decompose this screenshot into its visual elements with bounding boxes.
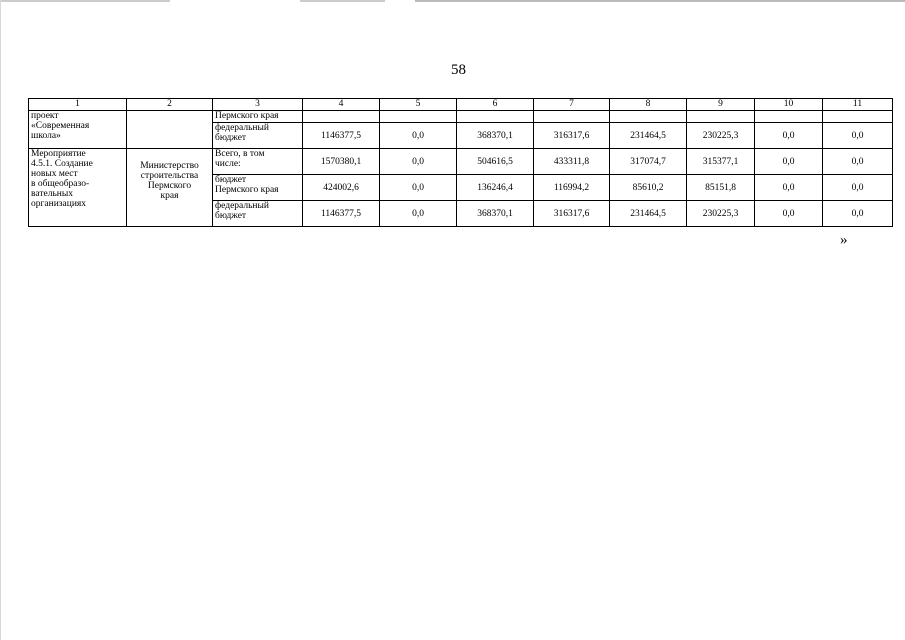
executor-line: строительства	[140, 171, 199, 181]
project-name-line: школа»	[31, 131, 61, 141]
source-cell: Пермского края	[213, 111, 303, 123]
source-line: федеральный	[215, 201, 269, 211]
value-cell	[755, 111, 823, 123]
value-cell: 85151,8	[687, 175, 755, 201]
value-cell	[534, 111, 610, 123]
value-cell: 0,0	[380, 123, 457, 149]
value-cell: 1570380,1	[303, 149, 380, 175]
value-cell: 231464,5	[610, 201, 687, 227]
value-cell: 230225,3	[687, 123, 755, 149]
value-cell: 231464,5	[610, 123, 687, 149]
value-cell: 0,0	[380, 149, 457, 175]
project-name-line: «Современная	[31, 121, 90, 131]
table-row	[29, 111, 893, 123]
header-cell: 2	[127, 99, 213, 111]
table-row	[29, 149, 893, 175]
measure-name-line: вательных	[31, 189, 73, 199]
value-cell	[610, 111, 687, 123]
value-cell: 0,0	[823, 123, 893, 149]
value-cell: 0,0	[380, 175, 457, 201]
executor-line: края	[160, 191, 179, 201]
value-cell: 0,0	[823, 201, 893, 227]
value-cell: 368370,1	[457, 201, 534, 227]
value-cell: 504616,5	[457, 149, 534, 175]
value-cell: 85610,2	[610, 175, 687, 201]
table-header-row	[29, 99, 893, 111]
header-cell: 3	[213, 99, 303, 111]
scan-edge-top	[0, 0, 905, 2]
header-cell: 7	[534, 99, 610, 111]
header-cell: 5	[380, 99, 457, 111]
value-cell: 0,0	[755, 175, 823, 201]
value-cell	[687, 111, 755, 123]
value-cell	[380, 111, 457, 123]
project-name-cell	[29, 111, 127, 149]
budget-table	[28, 98, 893, 227]
value-cell	[303, 111, 380, 123]
value-cell	[457, 111, 534, 123]
closing-quote: »	[840, 232, 848, 248]
value-cell: 315377,1	[687, 149, 755, 175]
project-name-line: проект	[31, 111, 59, 121]
value-cell: 116994,2	[534, 175, 610, 201]
value-cell: 1146377,5	[303, 201, 380, 227]
measure-name-line: Мероприятие	[31, 149, 86, 159]
value-cell: 424002,6	[303, 175, 380, 201]
value-cell: 0,0	[755, 149, 823, 175]
value-cell: 433311,8	[534, 149, 610, 175]
value-cell: 0,0	[823, 149, 893, 175]
header-cell: 9	[687, 99, 755, 111]
value-cell: 316317,6	[534, 201, 610, 227]
value-cell: 136246,4	[457, 175, 534, 201]
scan-edge-left	[0, 0, 1, 640]
source-line: бюджет	[215, 133, 247, 143]
source-cell	[213, 201, 303, 227]
measure-name-line: в общеобразо-	[31, 179, 90, 189]
measure-name-line: организациях	[31, 199, 87, 209]
value-cell: 230225,3	[687, 201, 755, 227]
executor-line: Министерство	[140, 161, 199, 171]
measure-name-line: новых мест	[31, 169, 78, 179]
measure-name-cell	[29, 149, 127, 227]
value-cell: 0,0	[823, 175, 893, 201]
source-line: бюджет	[215, 211, 247, 221]
source-line: федеральный	[215, 123, 269, 133]
source-line: числе:	[215, 159, 241, 169]
page-number: 58	[451, 62, 466, 78]
source-cell	[213, 175, 303, 201]
header-cell: 10	[755, 99, 823, 111]
source-cell	[213, 123, 303, 149]
header-cell: 8	[610, 99, 687, 111]
value-cell: 1146377,5	[303, 123, 380, 149]
header-cell: 11	[823, 99, 893, 111]
source-line: Пермского края	[215, 185, 279, 195]
value-cell: 0,0	[755, 123, 823, 149]
value-cell: 0,0	[755, 201, 823, 227]
header-cell: 4	[303, 99, 380, 111]
executor-cell	[127, 111, 213, 149]
header-cell: 6	[457, 99, 534, 111]
measure-name-line: 4.5.1. Создание	[31, 159, 93, 169]
value-cell: 316317,6	[534, 123, 610, 149]
value-cell: 368370,1	[457, 123, 534, 149]
value-cell: 317074,7	[610, 149, 687, 175]
executor-line: Пермского	[147, 181, 192, 191]
header-cell: 1	[29, 99, 127, 111]
value-cell: 0,0	[380, 201, 457, 227]
value-cell	[823, 111, 893, 123]
source-line: Всего, в том	[215, 149, 265, 159]
source-line: бюджет	[215, 175, 247, 185]
executor-cell	[127, 149, 213, 227]
source-cell	[213, 149, 303, 175]
